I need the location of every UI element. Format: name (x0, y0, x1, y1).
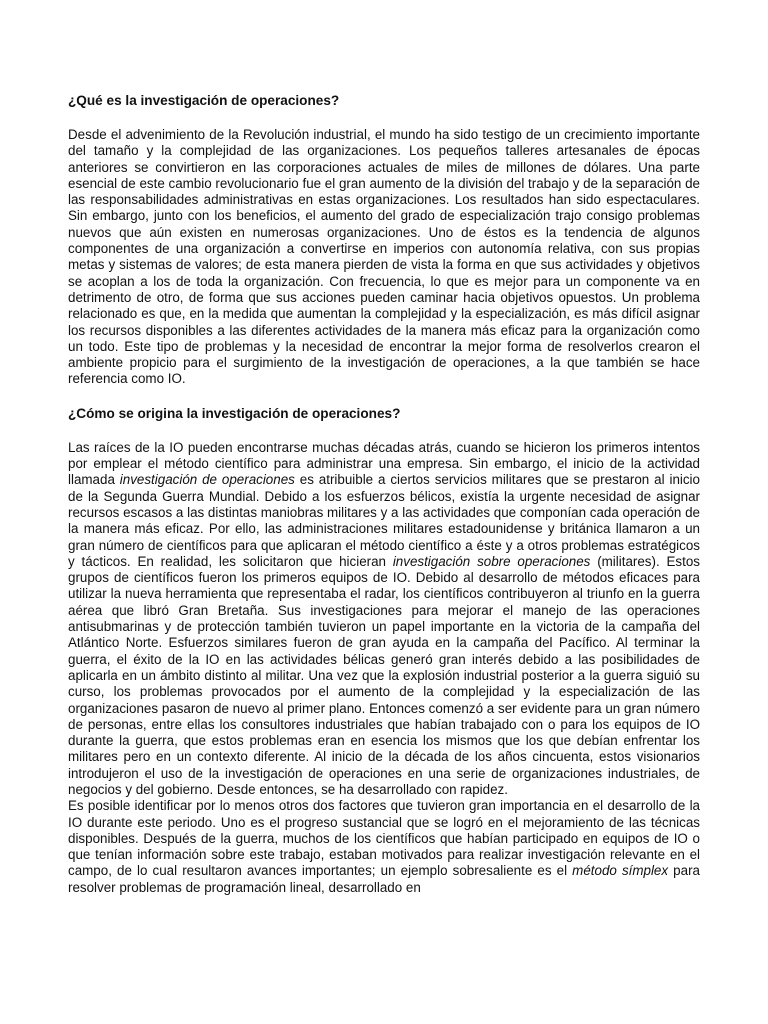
paragraph-origin-io (68, 440, 700, 799)
italic-term: investigación de operaciones (119, 472, 295, 488)
paragraph-other-factors (68, 798, 700, 896)
italic-term: investigación sobre operaciones (392, 553, 591, 569)
section-heading-what-is-io: ¿Qué es la investigación de operaciones? (68, 93, 340, 108)
italic-term: método símplex (572, 863, 669, 879)
document-page (68, 92, 700, 896)
section-heading-origin-io: ¿Cómo se origina la investigación de operaciones? (68, 405, 401, 421)
paragraph-what-is-io: Desde el advenimiento de la Revolución industrial, el mundo ha sido testigo de un crecimiento importante del tamaño y la complejidad de las organizaciones. Los pequeños talleres artesanales de épocas anteriores se convirtieron en las corporaciones actuales de miles de millones de dólares. Una parte esencial de este cambio revolucionario fue el gran aumento de la división del trabajo y de la separación de las responsabilidades administrativas en estas organizaciones. Los resultados han sido espectaculares. Sin embargo, junto con los beneficios, el aumento del grado de especialización trajo consigo problemas nuevos que aún existen en numerosas organizaciones. Uno de éstos es la tendencia de algunos componentes de una organización a convertirse en imperios con autonomía relativa, con sus propias metas y sistemas de valores; de esta manera pierden de vista la forma en que sus actividades y objetivos se acoplan a los de toda la organización. Con frecuencia, lo que es mejor para un componente va en detrimento de otro, de forma que sus acciones pueden caminar hacia objetivos opuestos. Un problema relacionado es que, en la medida que aumentan la complejidad y la especialización, es más difícil asignar los recursos disponibles a las diferentes actividades de la manera más eficaz para la organización como un todo. Este tipo de problemas y la necesidad de encontrar la mejor forma de resolverlos crearon el ambiente propicio para el surgimiento de la investigación de operaciones, a la que también se hace referencia como IO. (68, 127, 700, 387)
text-span: Es posible identificar por lo menos otros dos factores que tuvieron gran importancia en el desarrollo de la IO durante este periodo. Uno es el progreso sustancial que se logró en el mejoramiento de las técnicas disponibles. Después de la guerra, muchos de los científicos que habían participado en equipos de IO o que tenían información sobre este trabajo, estaban motivados para realizar investigación relevante en el campo, de lo cual resultaron avances importantes; un ejemplo sobresaliente es el (68, 798, 700, 879)
text-span: (militares). Estos grupos de científicos fueron los primeros equipos de IO. Debido al desarrollo de métodos eficaces para utilizar la nueva herramienta que representaba el radar, los científicos contribuyeron al triunfo en la guerra aérea que libró Gran Bretaña. Sus investigaciones para mejorar el manejo de las operaciones antisubmarinas y de protección también tuvieron un papel importante en la victoria de la campaña del Atlántico Norte. Esfuerzos similares fueron de gran ayuda en la campaña del Pacífico. Al terminar la guerra, el éxito de la IO en las actividades bélicas generó gran interés debido a las posibilidades de aplicarla en un ámbito distinto al militar. Una vez que la explosión industrial posterior a la guerra siguió su curso, los problemas provocados por el aumento de la complejidad y la especialización de las organizaciones pasaron de nuevo al primer plano. Entonces comenzó a ser evidente para un gran número de personas, entre ellas los consultores industriales que habían trabajado con o para los equipos de IO durante la guerra, que estos problemas eran en esencia los mismos que los que debían enfrentar los militares pero en un contexto diferente. Al inicio de la década de los años cincuenta, estos visionarios introdujeron el uso de la investigación de operaciones en una serie de organizaciones industriales, de negocios y del gobierno. Desde entonces, se ha desarrollado con rapidez. (68, 553, 700, 797)
text-span: Las raíces de la IO pueden encontrarse muchas décadas atrás, cuando se hicieron los primeros intentos por emplear el método científico para administrar una empresa. Sin embargo, el inicio de la actividad llamada (68, 439, 700, 488)
text-span: es atribuible a ciertos servicios militares que se prestaron al inicio de la Segunda Guerra Mundial. Debido a los esfuerzos bélicos, existía la urgente necesidad de asignar recursos escasos a las distintas maniobras militares y a las actividades que componían cada operación de la manera más eficaz. Por ello, las administraciones militares estadounidense y británica llamaron a un gran número de científicos para que aplicaran el método científico a éste y a otros problemas estratégicos y tácticos. En realidad, les solicitaron que hicieran (68, 472, 700, 569)
text-span: para resolver problemas de programación lineal, desarrollado en (68, 863, 700, 895)
